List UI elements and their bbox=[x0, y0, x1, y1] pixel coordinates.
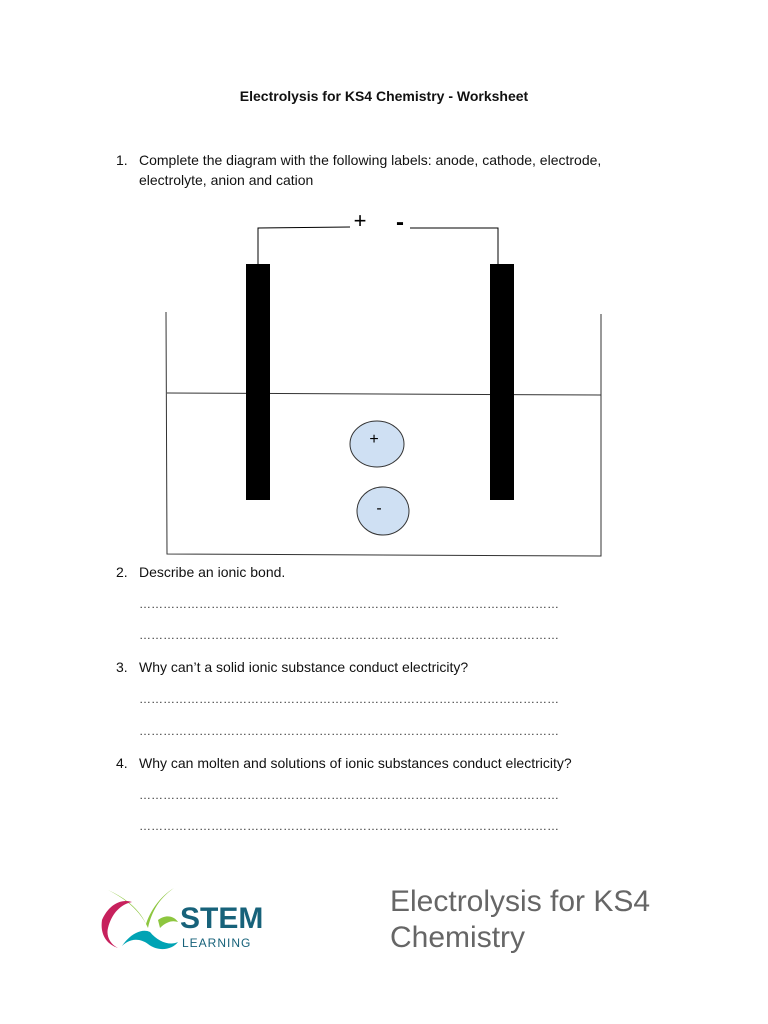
footer-title bbox=[390, 884, 650, 956]
logo-word: STEM bbox=[180, 902, 264, 935]
question-1-text-continued: electrolyte, anion and cation bbox=[139, 172, 314, 188]
electrolysis-diagram bbox=[150, 205, 610, 565]
cation-charge-label: + bbox=[369, 431, 379, 448]
positive-wire bbox=[258, 227, 350, 265]
answer-line[interactable]: …………………………………………………………………………………………… bbox=[139, 692, 559, 706]
logo-subword: LEARNING bbox=[182, 936, 252, 950]
positive-terminal-label: + bbox=[353, 208, 367, 233]
question-3-number: 3. bbox=[116, 659, 128, 675]
question-2-text: Describe an ionic bond. bbox=[139, 564, 286, 580]
question-4-text: Why can molten and solutions of ionic substances conduct electricity? bbox=[139, 755, 572, 771]
stem-logo-mark-icon bbox=[102, 888, 178, 949]
answer-line[interactable]: …………………………………………………………………………………………… bbox=[139, 597, 559, 611]
answer-line[interactable]: …………………………………………………………………………………………… bbox=[139, 788, 559, 802]
left-electrode bbox=[246, 264, 270, 500]
anion-charge-label: - bbox=[376, 500, 382, 517]
question-4-number: 4. bbox=[116, 755, 128, 771]
answer-line[interactable]: …………………………………………………………………………………………… bbox=[139, 819, 559, 833]
question-2-number: 2. bbox=[116, 564, 128, 580]
electrolyte-surface bbox=[167, 393, 601, 395]
answer-line[interactable]: …………………………………………………………………………………………… bbox=[139, 724, 559, 738]
anion bbox=[357, 487, 409, 535]
question-1-text: Complete the diagram with the following labels: anode, cathode, electrode, bbox=[139, 152, 602, 168]
footer-title-line-1: Electrolysis for KS4 bbox=[390, 885, 651, 918]
negative-wire bbox=[410, 228, 498, 265]
right-electrode bbox=[490, 264, 514, 500]
footer-title-line-2: Chemistry bbox=[390, 921, 526, 954]
answer-line[interactable]: …………………………………………………………………………………………… bbox=[139, 628, 559, 642]
negative-terminal-label: - bbox=[396, 209, 404, 236]
stem-learning-logo bbox=[96, 880, 286, 960]
worksheet-title: Electrolysis for KS4 Chemistry - Worksheet bbox=[239, 88, 529, 104]
question-1-number: 1. bbox=[116, 152, 128, 168]
question-3-text: Why can’t a solid ionic substance conduct electricity? bbox=[139, 659, 469, 675]
